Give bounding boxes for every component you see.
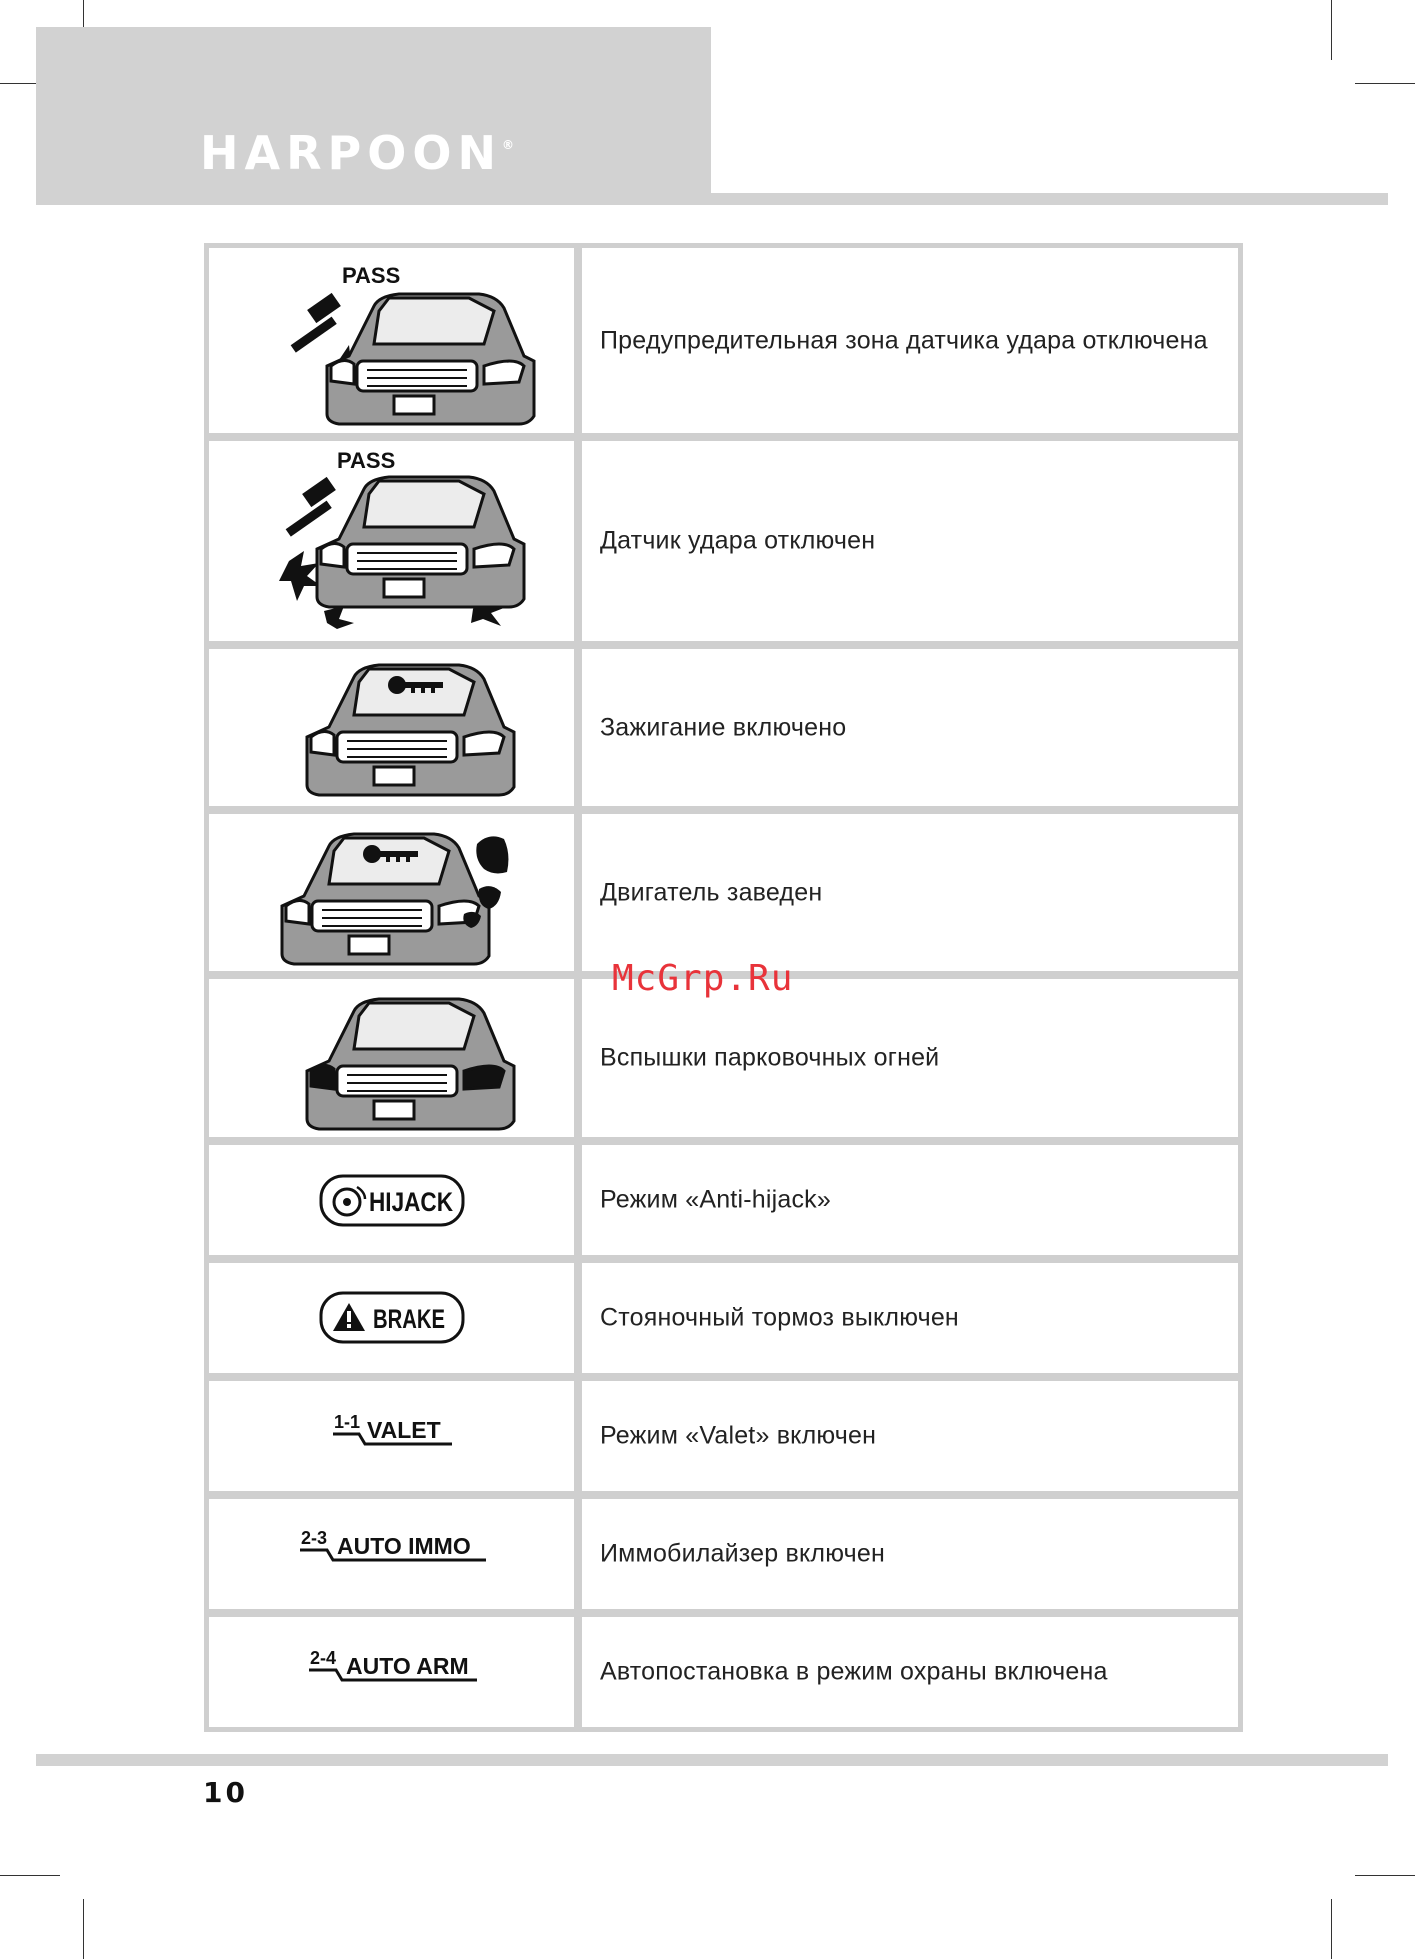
brand-name: HARPOON [200, 126, 502, 180]
watermark: McGrp.Ru [612, 958, 794, 999]
icon-cell [209, 814, 574, 971]
description-text: Автопостановка в режим охраны включена [600, 1657, 1108, 1686]
brake-label: BRAKE [373, 1304, 445, 1334]
icon-cell [209, 1617, 574, 1727]
table-row [209, 1145, 1238, 1255]
description-cell [582, 979, 1238, 1137]
description-cell [582, 1617, 1238, 1727]
table-row [209, 1263, 1238, 1373]
crop-mark [83, 1899, 84, 1959]
description-text: Двигатель заведен [600, 878, 823, 906]
auto-arm-number: 2-4 [310, 1648, 337, 1668]
car-engine-running-icon [209, 814, 574, 971]
description-cell [582, 1499, 1238, 1609]
icon-cell [209, 649, 574, 806]
crop-mark [1355, 1875, 1415, 1876]
description-text: Иммобилайзер включен [600, 1539, 885, 1568]
description-text: Режим «Anti-hijack» [600, 1185, 831, 1214]
valet-label: VALET [367, 1417, 441, 1443]
brand-mark: ® [501, 138, 514, 152]
description-cell [582, 814, 1238, 971]
auto-arm-label: AUTO ARM [346, 1653, 469, 1679]
icon-cell [209, 441, 574, 641]
car-pass-hammer-icon [209, 248, 574, 433]
hijack-label: HIJACK [369, 1187, 454, 1217]
description-text: Стояночный тормоз выключен [600, 1303, 959, 1332]
icon-cell [209, 1145, 574, 1255]
description-cell [582, 1145, 1238, 1255]
table-row [209, 248, 1238, 433]
description-cell [582, 1263, 1238, 1373]
icon-cell [209, 1263, 574, 1373]
table-row [209, 979, 1238, 1137]
auto-immo-label: AUTO IMMO [337, 1533, 471, 1559]
description-text: Режим «Valet» включен [600, 1421, 877, 1450]
description-cell [582, 441, 1238, 641]
description-text: Датчик удара отключен [600, 526, 876, 555]
page-number: 10 [203, 1776, 248, 1809]
car-pass-hammer-shock-icon [209, 441, 574, 641]
brand-logo [200, 128, 514, 178]
crop-mark [1355, 83, 1415, 84]
auto-immo-icon [209, 1499, 574, 1609]
table-row [209, 1499, 1238, 1609]
icon-cell [209, 1381, 574, 1491]
footer-rule [36, 1754, 1388, 1766]
description-text: Предупредительная зона датчика удара отключена [600, 326, 1208, 354]
pass-label: PASS [337, 448, 396, 473]
crop-mark [1331, 0, 1332, 60]
icon-cell [209, 248, 574, 433]
description-cell [582, 248, 1238, 433]
description-cell [582, 649, 1238, 806]
description-text: Зажигание включено [600, 713, 847, 741]
brake-icon [209, 1263, 574, 1373]
icon-cell [209, 979, 574, 1137]
table-row [209, 441, 1238, 641]
header-rule [36, 193, 1388, 205]
valet-icon [209, 1381, 574, 1491]
car-ignition-key-icon [209, 649, 574, 806]
description-cell [582, 1381, 1238, 1491]
icon-cell [209, 1499, 574, 1609]
table-row [209, 814, 1238, 971]
crop-mark [1331, 1899, 1332, 1959]
table-row [209, 1381, 1238, 1491]
table-row [209, 1617, 1238, 1727]
valet-number: 1-1 [334, 1412, 361, 1432]
description-text: Вспышки парковочных огней [600, 1043, 940, 1072]
car-parking-lights-icon [209, 979, 574, 1137]
hijack-icon [209, 1145, 574, 1255]
auto-arm-icon [209, 1617, 574, 1727]
pass-label: PASS [342, 263, 401, 288]
auto-immo-number: 2-3 [301, 1528, 328, 1548]
crop-mark [0, 1875, 60, 1876]
table-row [209, 649, 1238, 806]
